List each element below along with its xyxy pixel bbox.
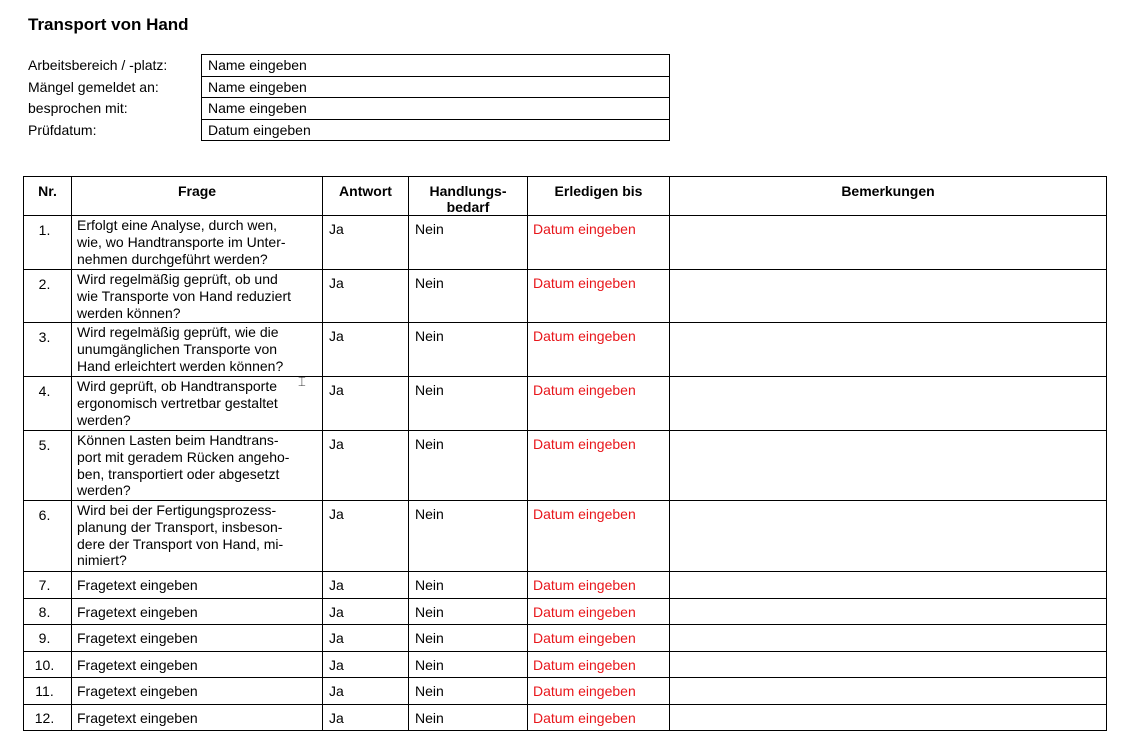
arbeitsbereich-field[interactable]: Name eingeben bbox=[202, 55, 670, 77]
action-needed-cell[interactable]: Nein bbox=[409, 651, 528, 678]
table-row bbox=[24, 651, 1107, 678]
pruefdatum-field[interactable]: Datum eingeben bbox=[202, 119, 670, 141]
answer-cell[interactable]: Ja bbox=[323, 678, 409, 705]
question-line: werden? bbox=[77, 482, 131, 499]
remarks-cell[interactable] bbox=[670, 625, 1107, 652]
due-date-cell[interactable]: Datum eingeben bbox=[528, 216, 670, 270]
due-date-cell[interactable]: Datum eingeben bbox=[528, 377, 670, 431]
question-cell[interactable] bbox=[72, 377, 323, 431]
question-line: Wird regelmäßig geprüft, ob und bbox=[77, 271, 278, 287]
action-needed-cell[interactable]: Nein bbox=[409, 678, 528, 705]
due-date-cell[interactable]: Datum eingeben bbox=[528, 431, 670, 501]
answer-cell[interactable]: Ja bbox=[323, 651, 409, 678]
due-date-cell[interactable]: Datum eingeben bbox=[528, 704, 670, 731]
remarks-cell[interactable] bbox=[670, 678, 1107, 705]
maengel-field[interactable]: Name eingeben bbox=[202, 76, 670, 98]
question-line: Fragetext eingeben bbox=[77, 603, 198, 620]
question-line: wie, wo Handtransporte im Unter- bbox=[77, 233, 286, 250]
question-cell[interactable] bbox=[72, 501, 323, 572]
question-line: Wird bei der Fertigungsprozess- bbox=[77, 502, 277, 518]
question-line: Fragetext eingeben bbox=[77, 683, 198, 699]
due-date-cell[interactable]: Datum eingeben bbox=[528, 651, 670, 678]
table-row bbox=[24, 704, 1107, 731]
row-number: 2. bbox=[24, 270, 72, 323]
info-labels bbox=[28, 55, 167, 141]
answer-cell[interactable]: Ja bbox=[323, 625, 409, 652]
action-needed-cell[interactable]: Nein bbox=[409, 216, 528, 270]
due-date-cell[interactable]: Datum eingeben bbox=[528, 678, 670, 705]
due-date-cell[interactable]: Datum eingeben bbox=[528, 501, 670, 572]
due-date-cell[interactable]: Datum eingeben bbox=[528, 625, 670, 652]
question-line: port mit geradem Rücken angeho- bbox=[77, 448, 290, 465]
table-row bbox=[24, 572, 1107, 599]
header-handlungsbedarf-line2: bedarf bbox=[446, 199, 490, 215]
due-date-cell[interactable]: Datum eingeben bbox=[528, 598, 670, 625]
question-line: ergonomisch vertretbar gestaltet bbox=[77, 394, 278, 411]
action-needed-cell[interactable]: Nein bbox=[409, 270, 528, 323]
table-row bbox=[24, 598, 1107, 625]
question-line: Fragetext eingeben bbox=[77, 577, 198, 593]
row-number: 5. bbox=[24, 431, 72, 501]
table-row bbox=[24, 270, 1107, 323]
question-line: unumgänglichen Transporte von bbox=[77, 340, 278, 357]
remarks-cell[interactable] bbox=[670, 270, 1107, 323]
table-row bbox=[24, 216, 1107, 270]
question-line: Wird geprüft, ob Handtransporte bbox=[77, 378, 277, 394]
remarks-cell[interactable] bbox=[670, 216, 1107, 270]
table-row bbox=[24, 377, 1107, 431]
question-cell[interactable] bbox=[72, 625, 323, 652]
question-line: werden können? bbox=[77, 304, 181, 321]
answer-cell[interactable]: Ja bbox=[323, 323, 409, 377]
header-bemerkungen: Bemerkungen bbox=[670, 177, 1107, 216]
question-line: Fragetext eingeben bbox=[77, 630, 198, 646]
action-needed-cell[interactable]: Nein bbox=[409, 625, 528, 652]
question-cell[interactable] bbox=[72, 216, 323, 270]
info-label-arbeitsbereich: Arbeitsbereich / -platz: bbox=[28, 57, 168, 73]
question-cell[interactable] bbox=[72, 598, 323, 625]
row-number: 11. bbox=[24, 678, 72, 705]
answer-cell[interactable]: Ja bbox=[323, 216, 409, 270]
remarks-cell[interactable] bbox=[670, 431, 1107, 501]
header-handlungsbedarf-line1: Handlungs- bbox=[429, 183, 507, 199]
answer-cell[interactable]: Ja bbox=[323, 501, 409, 572]
table-row bbox=[24, 625, 1107, 652]
table-header-row bbox=[24, 177, 1107, 216]
question-cell[interactable] bbox=[72, 323, 323, 377]
checklist-body bbox=[24, 216, 1107, 731]
action-needed-cell[interactable]: Nein bbox=[409, 323, 528, 377]
table-row bbox=[24, 323, 1107, 377]
remarks-cell[interactable] bbox=[670, 501, 1107, 572]
question-line: Erfolgt eine Analyse, durch wen, bbox=[77, 217, 278, 233]
question-line: Wird regelmäßig geprüft, wie die bbox=[77, 324, 279, 340]
question-cell[interactable] bbox=[72, 431, 323, 501]
header-nr: Nr. bbox=[24, 177, 72, 216]
question-line: werden? bbox=[77, 411, 131, 428]
action-needed-cell[interactable]: Nein bbox=[409, 501, 528, 572]
action-needed-cell[interactable]: Nein bbox=[409, 598, 528, 625]
question-line: dere der Transport von Hand, mi- bbox=[77, 535, 284, 552]
info-label-pruefdatum: Prüfdatum: bbox=[28, 121, 97, 138]
table-row bbox=[24, 431, 1107, 501]
row-number: 7. bbox=[24, 572, 72, 599]
remarks-cell[interactable] bbox=[670, 651, 1107, 678]
row-number: 9. bbox=[24, 625, 72, 652]
action-needed-cell[interactable]: Nein bbox=[409, 431, 528, 501]
question-line: ben, transportiert oder abgesetzt bbox=[77, 465, 280, 482]
question-line: nehmen durchgeführt werden? bbox=[77, 250, 268, 267]
row-number: 4. bbox=[24, 377, 72, 431]
checklist-table bbox=[23, 176, 1107, 731]
question-line: Fragetext eingeben bbox=[77, 709, 198, 726]
question-line: Können Lasten beim Handtrans- bbox=[77, 432, 279, 448]
remarks-cell[interactable] bbox=[670, 598, 1107, 625]
action-needed-cell[interactable]: Nein bbox=[409, 572, 528, 599]
question-line: planung der Transport, insbeson- bbox=[77, 518, 283, 535]
question-cell[interactable] bbox=[72, 678, 323, 705]
header-frage: Frage bbox=[72, 177, 323, 216]
question-line: wie Transporte von Hand reduziert bbox=[77, 287, 291, 304]
question-line: Hand erleichtert werden können? bbox=[77, 357, 284, 374]
question-cell[interactable] bbox=[72, 651, 323, 678]
page-title: Transport von Hand bbox=[28, 15, 189, 34]
header-handlungsbedarf bbox=[409, 177, 528, 216]
question-line: Fragetext eingeben bbox=[77, 656, 198, 673]
header-antwort: Antwort bbox=[323, 177, 409, 216]
row-number: 10. bbox=[24, 651, 72, 678]
besprochen-field[interactable]: Name eingeben bbox=[202, 98, 670, 120]
info-label-besprochen: besprochen mit: bbox=[28, 100, 128, 117]
answer-cell[interactable]: Ja bbox=[323, 598, 409, 625]
remarks-cell[interactable] bbox=[670, 377, 1107, 431]
info-fields-table bbox=[201, 54, 670, 141]
table-row bbox=[24, 678, 1107, 705]
question-cell[interactable] bbox=[72, 704, 323, 731]
answer-cell[interactable]: Ja bbox=[323, 377, 409, 431]
due-date-cell[interactable]: Datum eingeben bbox=[528, 270, 670, 323]
text-cursor-icon: ⌶ bbox=[298, 375, 306, 390]
action-needed-cell[interactable]: Nein bbox=[409, 704, 528, 731]
header-erledigen-bis: Erledigen bis bbox=[528, 177, 670, 216]
due-date-cell[interactable]: Datum eingeben bbox=[528, 572, 670, 599]
row-number: 3. bbox=[24, 323, 72, 377]
row-number: 12. bbox=[24, 704, 72, 731]
answer-cell[interactable]: Ja bbox=[323, 704, 409, 731]
table-row bbox=[24, 501, 1107, 572]
answer-cell[interactable]: Ja bbox=[323, 270, 409, 323]
remarks-cell[interactable] bbox=[670, 572, 1107, 599]
question-cell[interactable] bbox=[72, 270, 323, 323]
due-date-cell[interactable]: Datum eingeben bbox=[528, 323, 670, 377]
question-line: nimiert? bbox=[77, 552, 127, 569]
remarks-cell[interactable] bbox=[670, 704, 1107, 731]
row-number: 1. bbox=[24, 216, 72, 270]
question-cell[interactable] bbox=[72, 572, 323, 599]
row-number: 6. bbox=[24, 501, 72, 572]
answer-cell[interactable]: Ja bbox=[323, 572, 409, 599]
row-number: 8. bbox=[24, 598, 72, 625]
answer-cell[interactable]: Ja bbox=[323, 431, 409, 501]
remarks-cell[interactable] bbox=[670, 323, 1107, 377]
action-needed-cell[interactable]: Nein bbox=[409, 377, 528, 431]
info-label-maengel: Mängel gemeldet an: bbox=[28, 78, 159, 95]
